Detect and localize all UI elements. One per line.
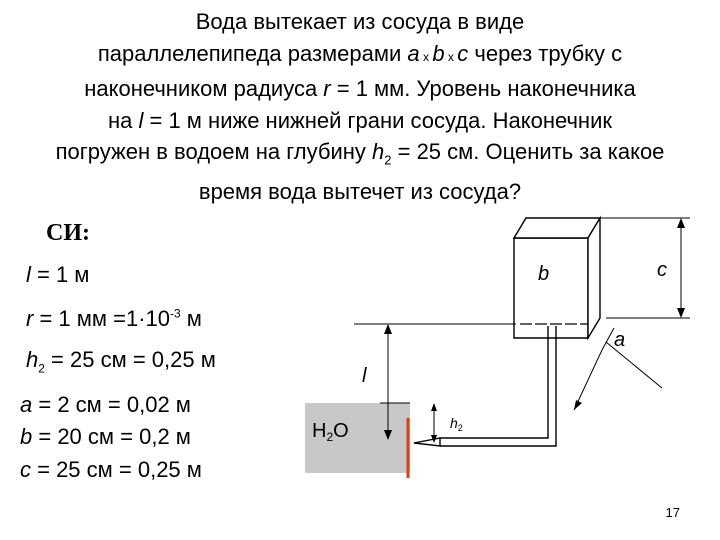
symbol-a: a [407,40,420,66]
vessel-box [514,218,600,338]
page-number: 17 [665,505,680,520]
symbol-h2: h [372,139,385,164]
dim-h2-arrow [431,403,437,443]
symbol-b: b [432,40,445,66]
label-b: b [538,263,550,285]
si-title: СИ: [46,220,90,246]
given-l: l = 1 м [26,262,90,287]
given-h2: $h_2 = 25$ см = 0,25 м [26,347,216,376]
problem-line-6: время вода вытечет из сосуда? [198,178,522,204]
problem-line-5: погружен в водоем на глубину $h_2 = 25$ см. Оценить за какое [55,139,665,168]
symbol-c: c [457,40,469,66]
label-c: c [657,259,667,281]
problem-line-4: на l = 1 м ниже нижней грани сосуда. Наконечник [108,107,612,133]
label-l: l [362,365,367,387]
symbol-r: r [323,76,331,101]
label-h2: $h_2$ [450,415,463,433]
outlet-pipe [414,326,556,446]
problem-line-1: Вода вытекает из сосуда в виде [195,9,525,34]
given-b: b = 20 см = 0,2 м [20,424,191,449]
problem-line-2: параллелепипеда размерами a x b x c через трубку с [97,40,623,66]
label-water: $H_2O$ [312,420,349,444]
given-r: r = 1 мм $=1\cdot 10^{-3}$ м [26,306,202,331]
problem-line-3: наконечником радиуса r = 1 мм. Уровень наконечника [84,76,636,101]
given-a: a = 2 см = 0,02 м [20,392,191,417]
dim-c-arrow [677,218,685,318]
label-a: a [614,329,626,351]
given-c: c = 25 см = 0,25 м [20,457,202,482]
symbol-l: l [138,107,144,133]
